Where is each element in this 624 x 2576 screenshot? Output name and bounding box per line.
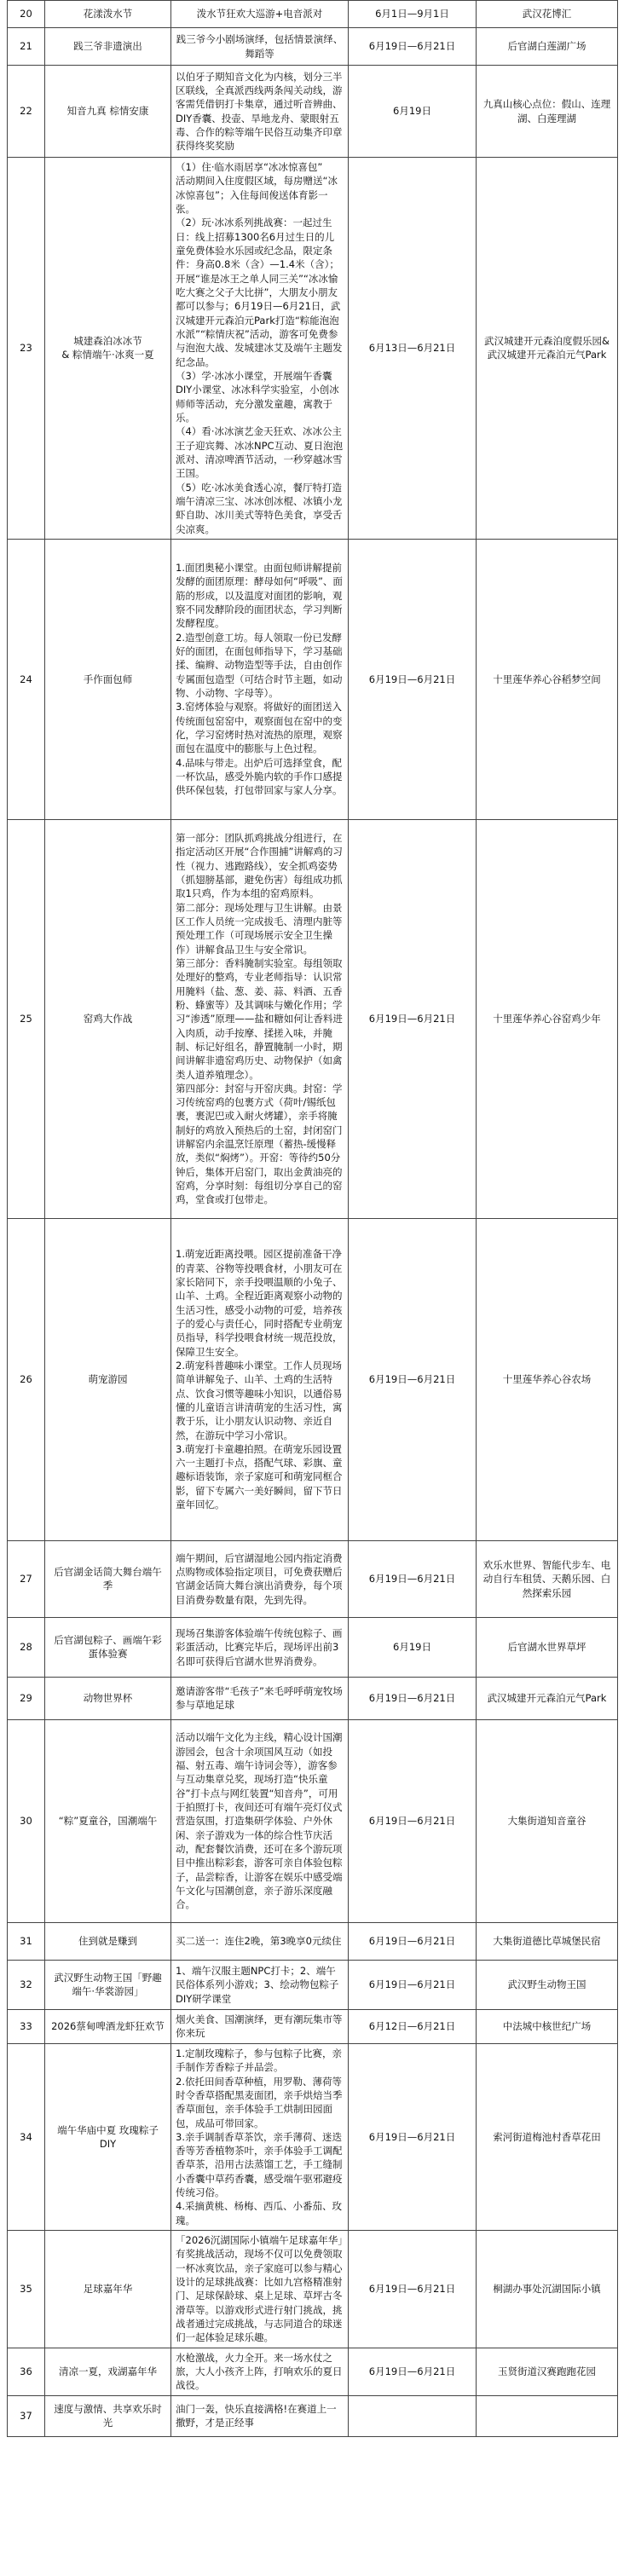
activity-name: 端午华庙中夏 玫瑰粽子DIY (45, 2043, 171, 2230)
activity-content: 以伯牙子期知音文化为内核，划分三半区联线，全真派西线两条闯关动线，游客需凭借钥打卡集章，通过听音辨曲、DIY香囊、投壶、旱地龙舟、蒙眼射五毒、合作的粽等端午民俗互动集齐印章获得终奖奖励 (171, 66, 349, 158)
activity-name: 清凉一夏，戏湖嘉年华 (45, 2348, 171, 2395)
row-number: 22 (8, 66, 45, 158)
activity-content: 1.定制玫瑰粽子，参与包粽子比赛，亲手制作芳香粽子并品尝。 2.依托田间香草种植，用罗勒、薄荷等时令香草搭配黑麦面团，亲手烘焙当季香草面包，亲手体验手工烘制田园面包，成品可带回家。 3.亲手调制香草茶饮，亲手薄荷、迷迭香等芳香植物茶叶，亲手体验手工调配香草茶，沿用古法蒸馏工艺，手工缝制小香囊中草药香囊，感受端午驱邪避疫传统习俗。 4.采摘黄桃、杨梅、西瓜、小番茄、玫瑰。 (171, 2043, 349, 2230)
table-row (8, 1922, 618, 1960)
table-row (8, 1719, 618, 1922)
activity-name: 知音九真 棕情安康 (45, 66, 171, 158)
activity-location: 中法城中核世纪广场 (477, 2009, 618, 2043)
table-row (8, 539, 618, 819)
activity-name: 2026蔡甸啤酒龙虾狂欢节 (45, 2009, 171, 2043)
activity-date: 6月19日—6月21日 (349, 2043, 477, 2230)
activity-location: 后官湖白莲湖广场 (477, 28, 618, 66)
activity-content: 1、端午汉服主题NPC打卡；2、端午民俗体系列小游戏；3、绘动物包粽子DIY研学课堂 (171, 1960, 349, 2009)
activity-content: 现场召集游客体验端午传统包粽子、画彩蛋活动，比赛完毕后，现场评出前3名即可获得后官湖水世界消费券。 (171, 1617, 349, 1677)
activity-name: 萌宠游园 (45, 1218, 171, 1540)
activity-content: 泼水节狂欢大巡游+电音派对 (171, 1, 349, 28)
activity-location: 武汉花博汇 (477, 1, 618, 28)
activity-date: 6月19日 (349, 66, 477, 158)
activity-location: 武汉城建开元森泊元气Park (477, 1677, 618, 1719)
row-number: 34 (8, 2043, 45, 2230)
table-row (8, 2043, 618, 2230)
activity-name: 手作面包师 (45, 539, 171, 819)
activity-content: 第一部分：团队抓鸡挑战分组进行，在指定活动区开展“合作围捕”讲解鸡的习性（视力、逃跑路线），安全抓鸡姿势（抓翅膀基部，避免伤害）每组成功抓取1只鸡，作为本组的窑鸡原料。 第二部分：现场处理与卫生讲解。由景区工作人员统一完成拔毛、清理内脏等预处理工作（可现场展示安全卫生操作）讲解食品卫生与安全常识。 第三部分：香料腌制实验室。每组领取处理好的整鸡，专业老师指导：认识常用腌料（盐、葱、姜、蒜、料酒、五香粉、蜂蜜等）及其调味与嫩化作用；学习“渗透”原理——盐和糖如何让香料进入肉质，动手按摩、揉搓入味，并腌制、标记好组名，静置腌制一小时，期间讲解非遗窑鸡历史、动物保护（如禽类人道养殖理念）。 第四部分：封窑与开窑庆典。封窑：学习传统窑鸡的包裹方式（荷叶/锡纸包裹，裹泥巴或入耐火烤罐），亲手将腌制好的鸡放入预热后的土窑，封闭窑门讲解窑内余温烹饪原理（蓄热-缓慢释放，类似“焖烤”）。开窑：等待约50分钟后，集体开启窑门，取出金黄油亮的窑鸡，分享时刻：每组切分享自己的窑鸡，堂食或打包带走。 (171, 819, 349, 1218)
activity-date: 6月13日—6月21日 (349, 158, 477, 540)
activity-name: 践三爷非遗演出 (45, 28, 171, 66)
row-number: 32 (8, 1960, 45, 2009)
activity-content: 水枪激战，火力全开。来一场水仗之旅，大人小孩齐上阵，打响欢乐的夏日战役。 (171, 2348, 349, 2395)
row-number: 33 (8, 2009, 45, 2043)
activity-content: 「2026沉湖国际小镇端午足球嘉年华」有奖挑战活动，现场不仅可以免费领取一杯冰爽饮品，亲子家庭可以参与精心设计的足球挑战赛：比如九宫格精准射门、足球保龄球、桌上足球、草坪古冬滑草等。以游戏形式进行射门挑战，挑战者通过完成挑战，与志同道合的球迷们一起体验足球乐趣。 (171, 2231, 349, 2348)
activity-location: 大集街道德比草城堡民宿 (477, 1922, 618, 1960)
activity-location (477, 2395, 618, 2436)
row-number: 31 (8, 1922, 45, 1960)
table-row (8, 1960, 618, 2009)
activity-date: 6月19日—6月21日 (349, 1218, 477, 1540)
activity-content: 端午期间，后官湖湿地公园内指定消费点购物或体验指定项目，可免费获赠后官湖金话筒大舞台演出消费券，每个项目消费券数量有限，先到先得。 (171, 1540, 349, 1617)
table-row (8, 66, 618, 158)
activity-date: 6月19日—6月21日 (349, 1922, 477, 1960)
row-number: 24 (8, 539, 45, 819)
activity-location: 欢乐水世界、智能代步车、电动自行车租赁、天鹅乐园、白然探索乐园 (477, 1540, 618, 1617)
activity-date: 6月19日—6月21日 (349, 2231, 477, 2348)
table-row (8, 1, 618, 28)
table-row (8, 2231, 618, 2348)
row-number: 20 (8, 1, 45, 28)
activity-content: 烟火美食、国潮演绎，更有潮玩集市等你来玩 (171, 2009, 349, 2043)
table-row (8, 1617, 618, 1677)
activity-date: 6月19日—6月21日 (349, 539, 477, 819)
activity-location: 九真山核心点位：假山、连理湖、白莲理湖 (477, 66, 618, 158)
activity-name: 后官湖包粽子、画端午彩蛋体验赛 (45, 1617, 171, 1677)
activity-date: 6月19日—6月21日 (349, 2348, 477, 2395)
row-number: 36 (8, 2348, 45, 2395)
activity-content: 1.面团奥秘小课堂。由面包师讲解提前发酵的面团原理：酵母如何“呼吸”、面筋的形成，以及温度对面团的影响，观察不同发酵阶段的面团状态，学习判断发酵程度。 2.造型创意工坊。每人领取一份已发酵好的面团，在面包师指导下，学习基础揉、编辫、动物造型等手法，自由创作专属面包造型（可结合时节主题，如动物、小动物、字母等）。 3.窑烤体验与观察。将做好的面团送入传统面包窑窑中，观察面包在窑中的变化，学习窑烤时热对流热的原理，观察面包在温度中的膨胀与上色过程。 4.品味与带走。出炉后可选择堂食，配一杯饮品，感受外脆内软的手作口感提供环保包装，打包带回家与家人分享。 (171, 539, 349, 819)
table-row (8, 2395, 618, 2436)
row-number: 28 (8, 1617, 45, 1677)
activity-content: 活动以端午文化为主线，精心设计国潮游园会，包含十余项国风互动（如投福、射五毒、端午诗词会等），游客参与互动集章兑奖，现场打造“快乐童谷”打卡点与网红装置“知音舟”，可用于拍照打卡，夜间还可有端午亮灯仪式营造氛围，打造集研学体验、户外休闲、亲子游戏为一体的综合性节庆活动，配套餐饮消费，还可在多个游玩项目中推出粽彩套，游客可亲自体验包粽子，品尝粽香，让游客在娱乐中感受端午文化与国潮创意，亲子游乐深度融合。 (171, 1719, 349, 1922)
activity-location: 索河街道梅池村香草花田 (477, 2043, 618, 2230)
activity-content: 践三爷今小剧场演绎，包括情景演绎、舞蹈等 (171, 28, 349, 66)
activity-location: 大集街道知音童谷 (477, 1719, 618, 1922)
activity-content: 邀请游客带“毛孩子”来毛呼呼萌宠牧场参与草地足球 (171, 1677, 349, 1719)
table-row (8, 2348, 618, 2395)
table-row (8, 28, 618, 66)
row-number: 27 (8, 1540, 45, 1617)
activity-table (7, 0, 618, 2437)
activity-date: 6月12日—6月21日 (349, 2009, 477, 2043)
table-row (8, 1218, 618, 1540)
activity-location: 桐湖办事处沉湖国际小镇 (477, 2231, 618, 2348)
activity-location: 十里莲华养心谷农场 (477, 1218, 618, 1540)
activity-location: 十里莲华养心谷稻梦空间 (477, 539, 618, 819)
activity-date: 6月19日—6月21日 (349, 28, 477, 66)
activity-date: 6月19日—6月21日 (349, 1960, 477, 2009)
activity-content: （1）住·临水雨居享“冰冰惊喜包” 活动期间入住度假区域，每房赠送“冰冰惊喜包”；入住每间俊送体育影一张。 （2）玩·冰冰系列挑战赛：一起过生日：线上招募1300名6月过生日的儿童免费体验水乐园或纪念品，限定条件：身高0.8米（含）—1.4米（含）；开展“谁是冰王之单人同三关”“冰冰愉吃大赛之父子大比拼”，大朋友小朋友都可以参与；6月19日—6月21日，武汉城建开元森泊元Park打造“粽能泡泡水派”“粽情庆祝”活动，游客可免费参与泡泡大战、发城建冰艾及端午主题发纪念品。 （3）学·冰冰小课堂，开展端午香囊DIY小课堂、冰冰科学实验室，小创冰师师等活动，充分激发童趣，寓教于乐。 （4）看·冰冰演艺金天狂欢、冰冰公主王子迎宾舞、冰冰NPC互动、夏日泡泡派对、清凉啤酒节活动，一秒穿越冰雪王国。 （5）吃·冰冰美食透心凉，餐厅特打造端午清凉三宝、冰冰创冰棍、冰镇小龙虾自助、冰川美式等特色美食，享受舌尖凉爽。 (171, 158, 349, 540)
table-row (8, 1540, 618, 1617)
table-row (8, 819, 618, 1218)
activity-content: 买二送一：连住2晚，第3晚享0元续住 (171, 1922, 349, 1960)
table-row (8, 2009, 618, 2043)
activity-location: 玉贤街道汉赛跑跑花园 (477, 2348, 618, 2395)
activity-name: “粽”夏童谷，国潮端午 (45, 1719, 171, 1922)
activity-name: 窑鸡大作战 (45, 819, 171, 1218)
activity-schedule (7, 0, 617, 2437)
activity-content: 油门一轰，快乐直接满格!在赛道上一撒野，才是正经事 (171, 2395, 349, 2436)
table-row (8, 1677, 618, 1719)
activity-name: 武汉野生动物王国「野趣端午·华裳游园」 (45, 1960, 171, 2009)
activity-date: 6月19日 (349, 1617, 477, 1677)
activity-name: 速度与激情、共享欢乐时光 (45, 2395, 171, 2436)
activity-location: 武汉野生动物王国 (477, 1960, 618, 2009)
activity-date: 6月19日—6月21日 (349, 819, 477, 1218)
table-row (8, 158, 618, 540)
activity-date: 6月19日—6月21日 (349, 1677, 477, 1719)
activity-name: 城建森泊冰冰节 & 粽情端午·冰爽一夏 (45, 158, 171, 540)
activity-name: 后官湖金话简大舞台端午季 (45, 1540, 171, 1617)
row-number: 21 (8, 28, 45, 66)
row-number: 25 (8, 819, 45, 1218)
activity-date: 6月19日—6月21日 (349, 1540, 477, 1617)
row-number: 23 (8, 158, 45, 540)
activity-date: 6月1日—9月1日 (349, 1, 477, 28)
activity-date (349, 2395, 477, 2436)
activity-content: 1.萌宠近距离投喂。园区提前准备干净的青菜、谷物等投喂食材，小朋友可在家长陪同下，亲手投喂温顺的小兔子、山羊、土鸡。全程近距离观察小动物的生活习性，感受小动物的可爱，培养孩子的爱心与责任心，同时搭配专业萌宠员指导，科学投喂食材统一规范投放，保障卫生安全。 2.萌宠科普趣味小课堂。工作人员现场简单讲解兔子、山羊、土鸡的生活特点、饮食习惯等趣味小知识，以通俗易懂的儿童语言讲清萌宠的生活习性，寓教于乐，让小朋友认识动物、亲近自然，在游玩中学习小常识。 3.萌宠打卡童趣拍照。在萌宠乐园设置六一主题打卡点，搭配气球、彩旗、童趣标语装饰，亲子家庭可和萌宠同框合影，留下专属六一美好瞬间，留下节日童年回忆。 (171, 1218, 349, 1540)
activity-location: 后官湖水世界草坪 (477, 1617, 618, 1677)
row-number: 37 (8, 2395, 45, 2436)
activity-location: 武汉城建开元森泊度假乐园&武汉城建开元森泊元气Park (477, 158, 618, 540)
row-number: 30 (8, 1719, 45, 1922)
activity-location: 十里莲华养心谷窑鸡少年 (477, 819, 618, 1218)
activity-name: 花漾泼水节 (45, 1, 171, 28)
row-number: 29 (8, 1677, 45, 1719)
activity-name: 足球嘉年华 (45, 2231, 171, 2348)
row-number: 35 (8, 2231, 45, 2348)
row-number: 26 (8, 1218, 45, 1540)
activity-date: 6月19日—6月21日 (349, 1719, 477, 1922)
activity-name: 动物世界杯 (45, 1677, 171, 1719)
activity-name: 住到就是赚到 (45, 1922, 171, 1960)
